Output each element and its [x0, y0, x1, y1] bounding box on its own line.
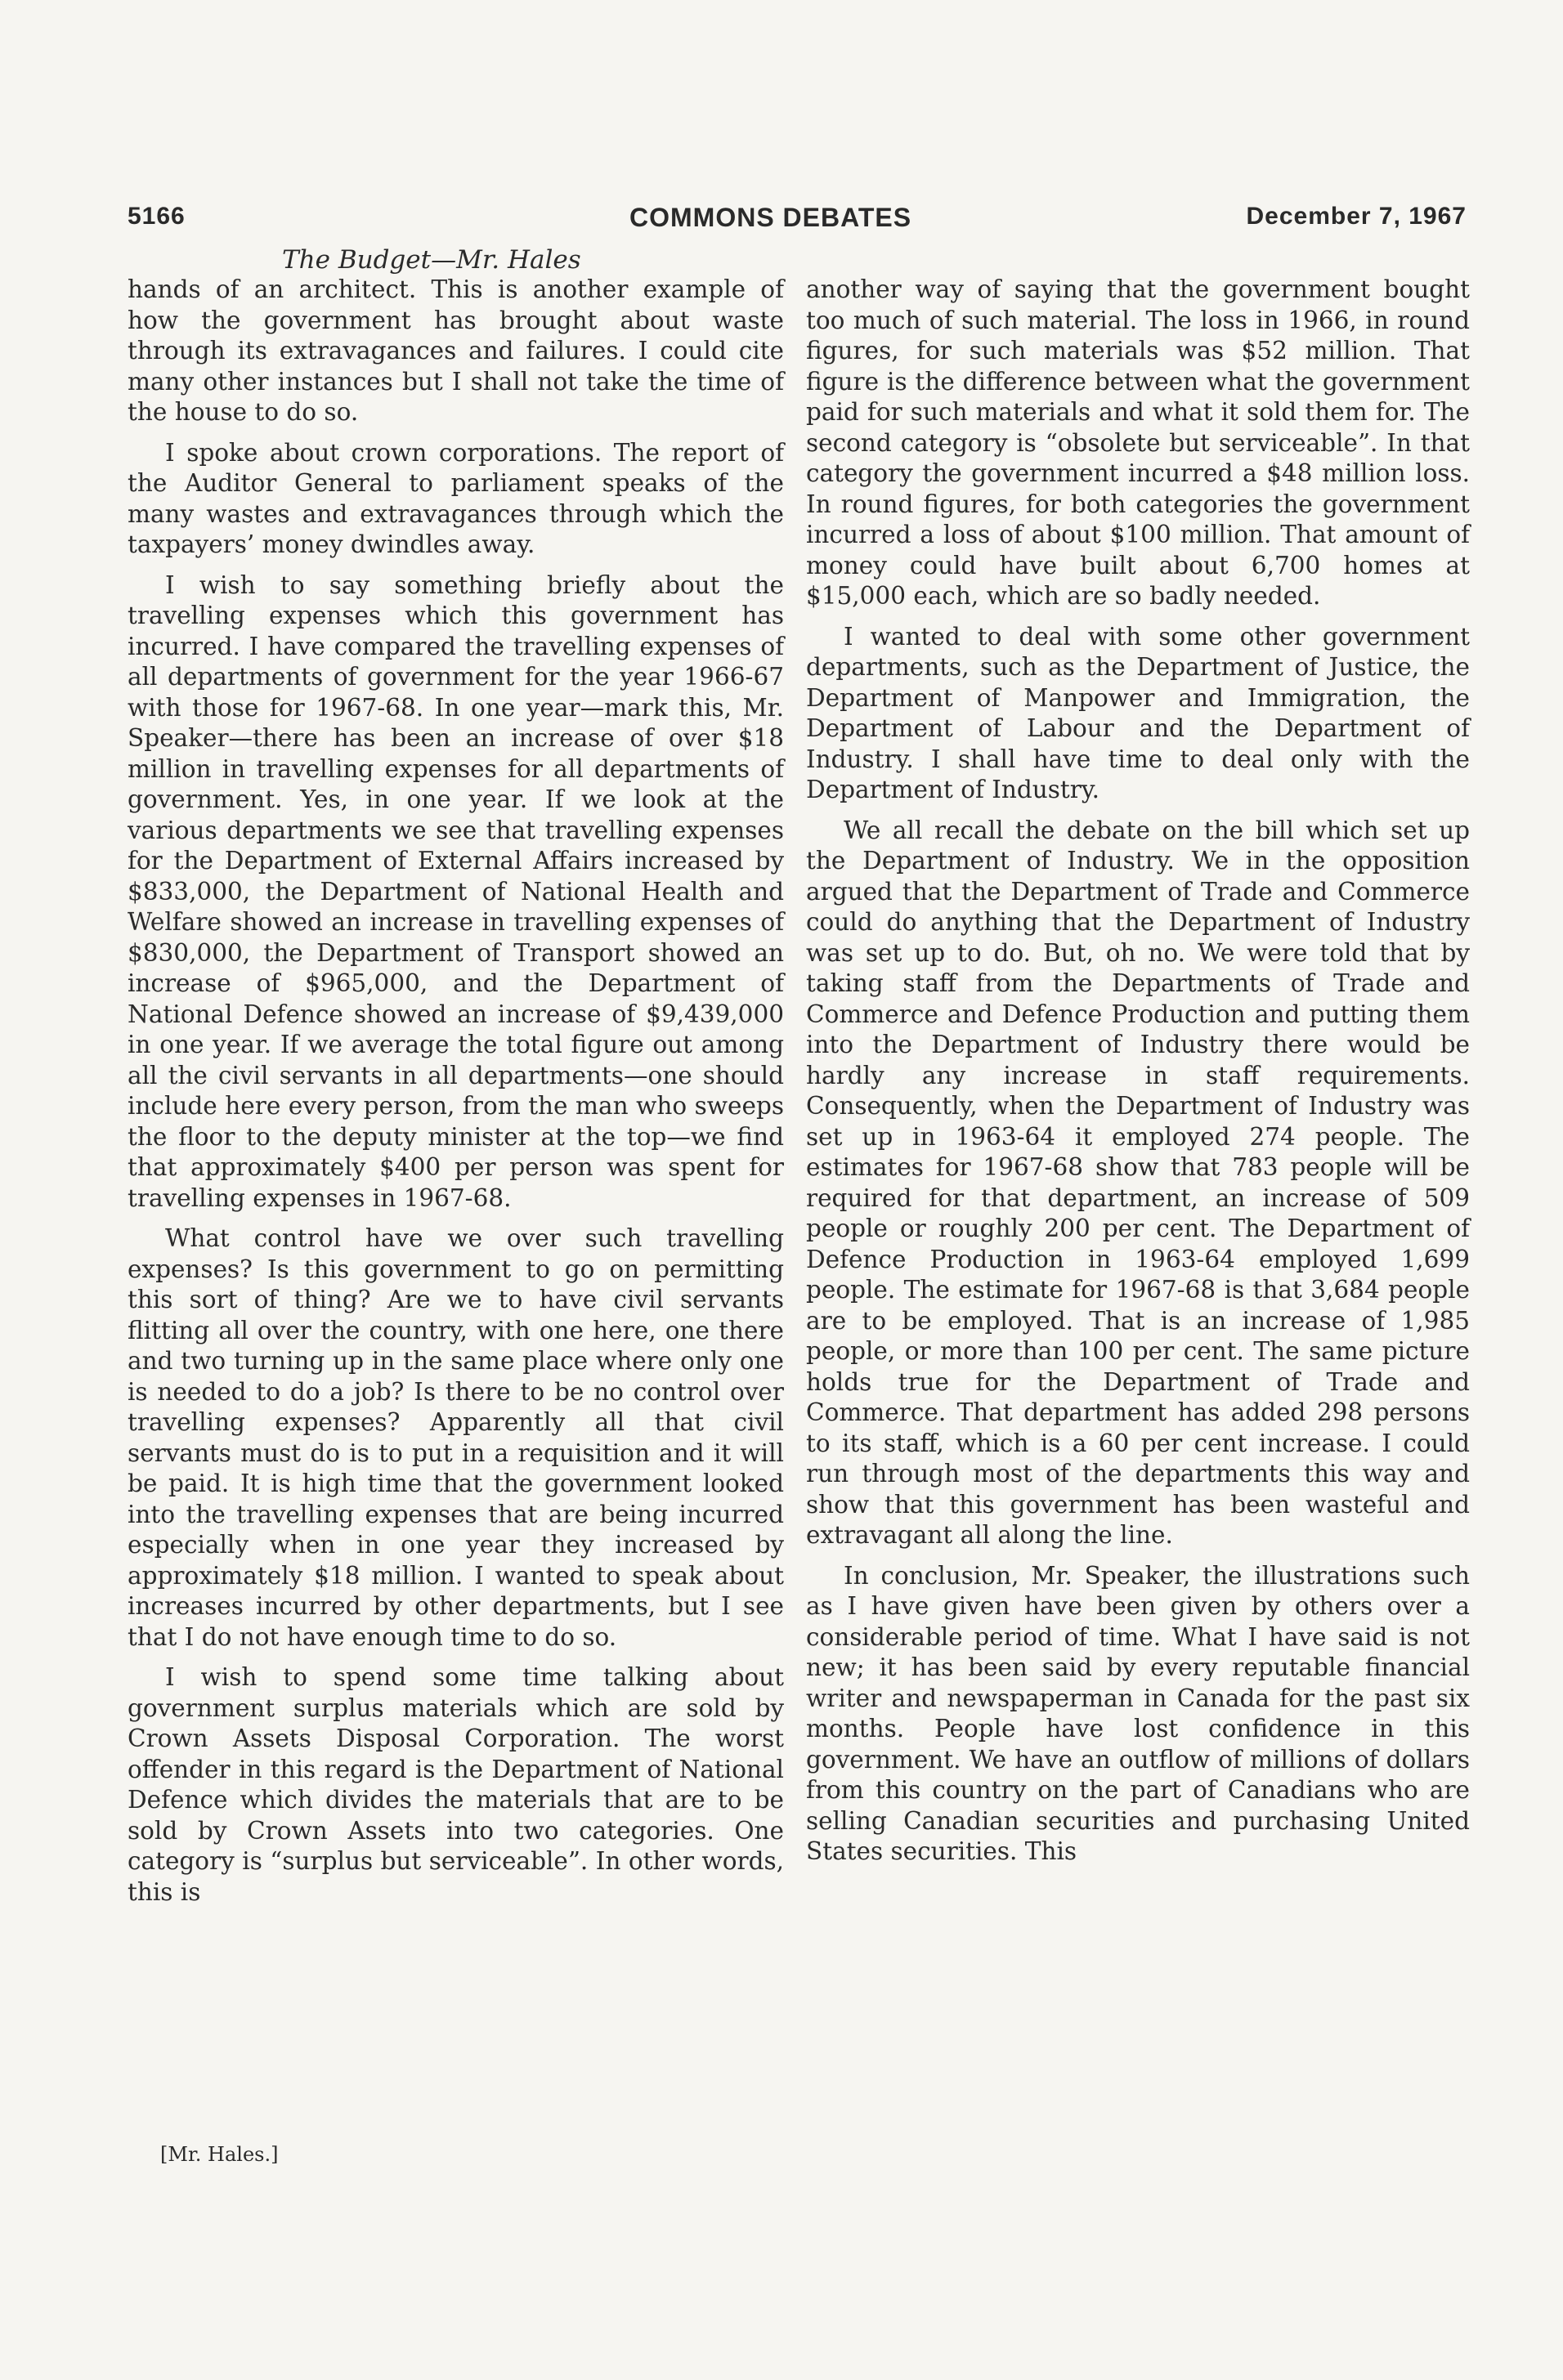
- paragraph: I spoke about crown corporations. The report of the Auditor General to parliament speaks of the many wastes and extravagances through which the taxpayers’ money dwindles away.: [128, 438, 784, 558]
- running-head: The Budget—Mr. Hales: [282, 245, 581, 275]
- speaker-footnote: [Mr. Hales.]: [160, 2143, 279, 2166]
- publication-date: December 7, 1967: [1246, 203, 1467, 230]
- left-column: [128, 275, 784, 1917]
- paragraph: We all recall the debate on the bill which set up the Department of Industry. We in the opposition argued that the Department of Trade and Commerce could do anything that the Department of Industry was set up to do. But, oh no. We were told that by taking staff from the Departments of Trade and Commerce and Defence Production and putting them into the Department of Industry there would be hardly any increase in staff requirements. Consequently, when the Department of Industry was set up in 1963-64 it employed 274 people. The estimates for 1967-68 show that 783 people will be required for that department, an increase of 509 people or roughly 200 per cent. The Department of Defence Production in 1963-64 employed 1,699 people. The estimate for 1967-68 is that 3,684 people are to be employed. That is an increase of 1,985 people, or more than 100 per cent. The same picture holds true for the Department of Trade and Commerce. That department has added 298 persons to its staff, which is a 60 per cent increase. I could run through most of the departments this way and show that this government has been wasteful and extravagant all along the line.: [806, 816, 1470, 1549]
- publication-title: COMMONS DEBATES: [629, 203, 912, 232]
- paragraph: I wish to say something briefly about the travelling expenses which this government has incurred. I have compared the travelling expenses of all departments of government for the year 1966-67 with those for 1967-68. In one year—mark this, Mr. Speaker—there has been an increase of over $18 million in travelling expenses for all departments of government. Yes, in one year. If we look at the various departments we see that travelling expenses for the Department of External Affairs increased by $833,000, the Department of National Health and Welfare showed an increase in travelling expenses of $830,000, the Department of Transport showed an increase of $965,000, and the Department of National Defence showed an increase of $9,439,000 in one year. If we average the total figure out among all the civil servants in all departments—one should include here every person, from the man who sweeps the floor to the deputy minister at the top—we find that approximately $400 per person was spent for travelling expenses in 1967-68.: [128, 570, 784, 1212]
- paragraph: In conclusion, Mr. Speaker, the illustrations such as I have given have been given by others over a considerable period of time. What I have said is not new; it has been said by every reputable financial writer and newspaperman in Canada for the past six months. People have lost confidence in this government. We have an outflow of millions of dollars from this country on the part of Canadians who are selling Canadian securities and purchasing United States securities. This: [806, 1561, 1470, 1865]
- paragraph: What control have we over such travelling expenses? Is this government to go on permitting this sort of thing? Are we to have civil servants flitting all over the country, with one here, one there and two turning up in the same place where only one is needed to do a job? Is there to be no control over travelling expenses? Apparently all that civil servants must do is to put in a requisition and it will be paid. It is high time that the government looked into the travelling expenses that are being incurred especially when in one year they increased by approximately $18 million. I wanted to speak about increases incurred by other departments, but I see that I do not have enough time to do so.: [128, 1224, 784, 1651]
- paragraph: I wanted to deal with some other government departments, such as the Department of Justice, the Department of Manpower and Immigration, the Department of Labour and the Department of Industry. I shall have time to deal only with the Department of Industry.: [806, 622, 1470, 803]
- page-number: 5166: [128, 203, 186, 230]
- paragraph: I wish to spend some time talking about government surplus materials which are sold by Crown Assets Disposal Corporation. The worst offender in this regard is the Department of National Defence which divides the materials that are to be sold by Crown Assets into two categories. One category is “surplus but serviceable”. In other words, this is: [128, 1663, 784, 1906]
- right-column: [806, 275, 1470, 1877]
- paragraph: another way of saying that the government bought too much of such material. The loss in 1966, in round figures, for such materials was $52 million. That figure is the difference between what the government paid for such materials and what it sold them for. The second category is “obsolete but serviceable”. In that category the government incurred a $48 million loss. In round figures, for both categories the government incurred a loss of about $100 million. That amount of money could have built about 6,700 homes at $15,000 each, which are so badly needed.: [806, 275, 1470, 610]
- paragraph: hands of an architect. This is another example of how the government has brought about waste through its extravagances and failures. I could cite many other instances but I shall not take the time of the house to do so.: [128, 275, 784, 426]
